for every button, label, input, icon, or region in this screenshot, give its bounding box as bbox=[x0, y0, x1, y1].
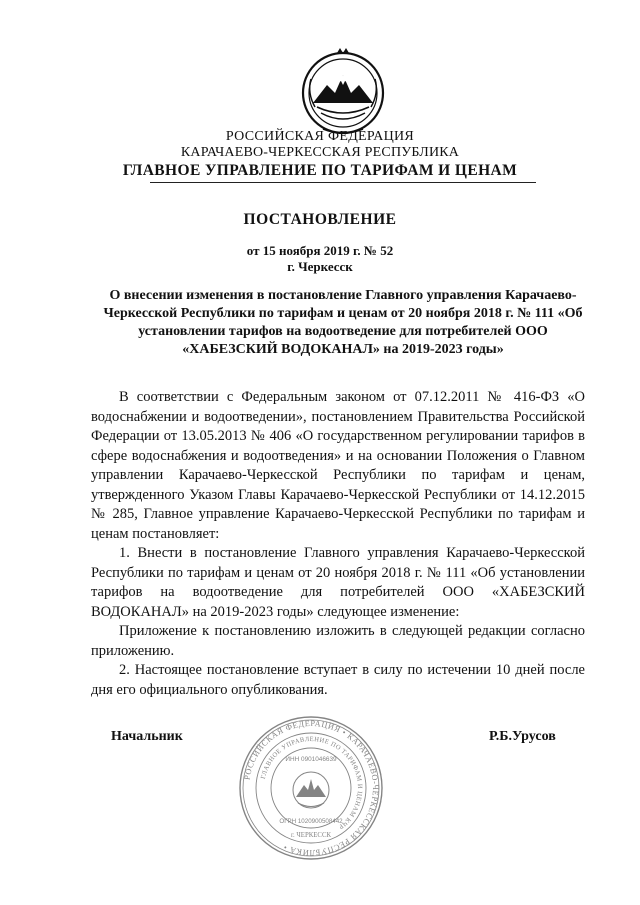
document-date: от 15 ноября 2019 г. № 52 bbox=[246, 243, 394, 258]
official-seal-stamp bbox=[238, 715, 384, 861]
republic-emblem bbox=[297, 45, 389, 137]
document-subject: О внесении изменения в постановление Главного управления Карачаево-Черкесской Республики по тарифам и ценам от 20 ноября 2018 г. № 111 «Об установлении тарифов на водоотведение для потребителей ООО «ХАБЕЗСКИЙ ВОДОКАНАЛ» на 2019-2023 годы» bbox=[103, 288, 583, 357]
svg-text:ГЛАВНОЕ УПРАВЛЕНИЕ ПО ТАРИФАМ: ГЛАВНОЕ УПРАВЛЕНИЕ ПО ТАРИФАМ И ЦЕНАМ КЧР bbox=[259, 735, 364, 831]
document-title: ПОСТАНОВЛЕНИЕ bbox=[243, 211, 397, 228]
svg-text:РОССИЙСКАЯ ФЕДЕРАЦИЯ • КАРАЧАЕ: РОССИЙСКАЯ ФЕДЕРАЦИЯ • КАРАЧАЕВО-ЧЕРКЕССКАЯ РЕСПУБЛИКА • bbox=[242, 718, 381, 858]
item-2-paragraph: 2. Настоящее постановление вступает в силу по истечении 10 дней после дня его официального опубликования. bbox=[91, 662, 585, 698]
header-divider bbox=[150, 182, 536, 183]
svg-text:ОГРН 1020900508442: ОГРН 1020900508442 bbox=[279, 818, 343, 825]
svg-text:г. ЧЕРКЕССК: г. ЧЕРКЕССК bbox=[290, 832, 332, 839]
header-agency: ГЛАВНОЕ УПРАВЛЕНИЕ ПО ТАРИФАМ И ЦЕНАМ bbox=[122, 162, 518, 179]
item-1-detail-paragraph: Приложение к постановлению изложить в следующей редакции согласно приложению. bbox=[91, 623, 585, 659]
signature-name: Р.Б.Урусов bbox=[489, 729, 556, 744]
header-country: РОССИЙСКАЯ ФЕДЕРАЦИЯ bbox=[225, 129, 415, 144]
svg-text:ИНН 0901046639: ИНН 0901046639 bbox=[285, 756, 337, 763]
header-republic: КАРАЧАЕВО-ЧЕРКЕССКАЯ РЕСПУБЛИКА bbox=[180, 145, 460, 160]
item-1-paragraph: 1. Внести в постановление Главного управления Карачаево-Черкесской Республики по тарифам и ценам от 20 ноября 2018 г. № 111 «Об установлении тарифов на водоотведение для потребителей ООО «ХАБЕЗСКИЙ ВОДОКАНАЛ» на 2019-2023 годы» следующее изменение: bbox=[91, 545, 585, 620]
preamble-paragraph: В соответствии с Федеральным законом от 07.12.2011 № 416-ФЗ «О водоснабжении и водоотведении», постановлением Правительства Российской Федерации от 13.05.2013 № 406 «О государственном регулировании тарифов в сфере водоснабжения и водоотведения» и на основании Положения о Главном управлении Карачаево-Черкесской Республики по тарифам и ценам, утвержденного Указом Главы Карачаево-Черкесской Республики от 14.12.2015 № 285, Главное управление Карачаево-Черкесской Республики по тарифам и ценам постановляет: bbox=[91, 389, 585, 542]
document-city: г. Черкесск bbox=[287, 259, 353, 274]
document-body bbox=[91, 388, 585, 700]
signature-role: Начальник bbox=[111, 729, 183, 744]
